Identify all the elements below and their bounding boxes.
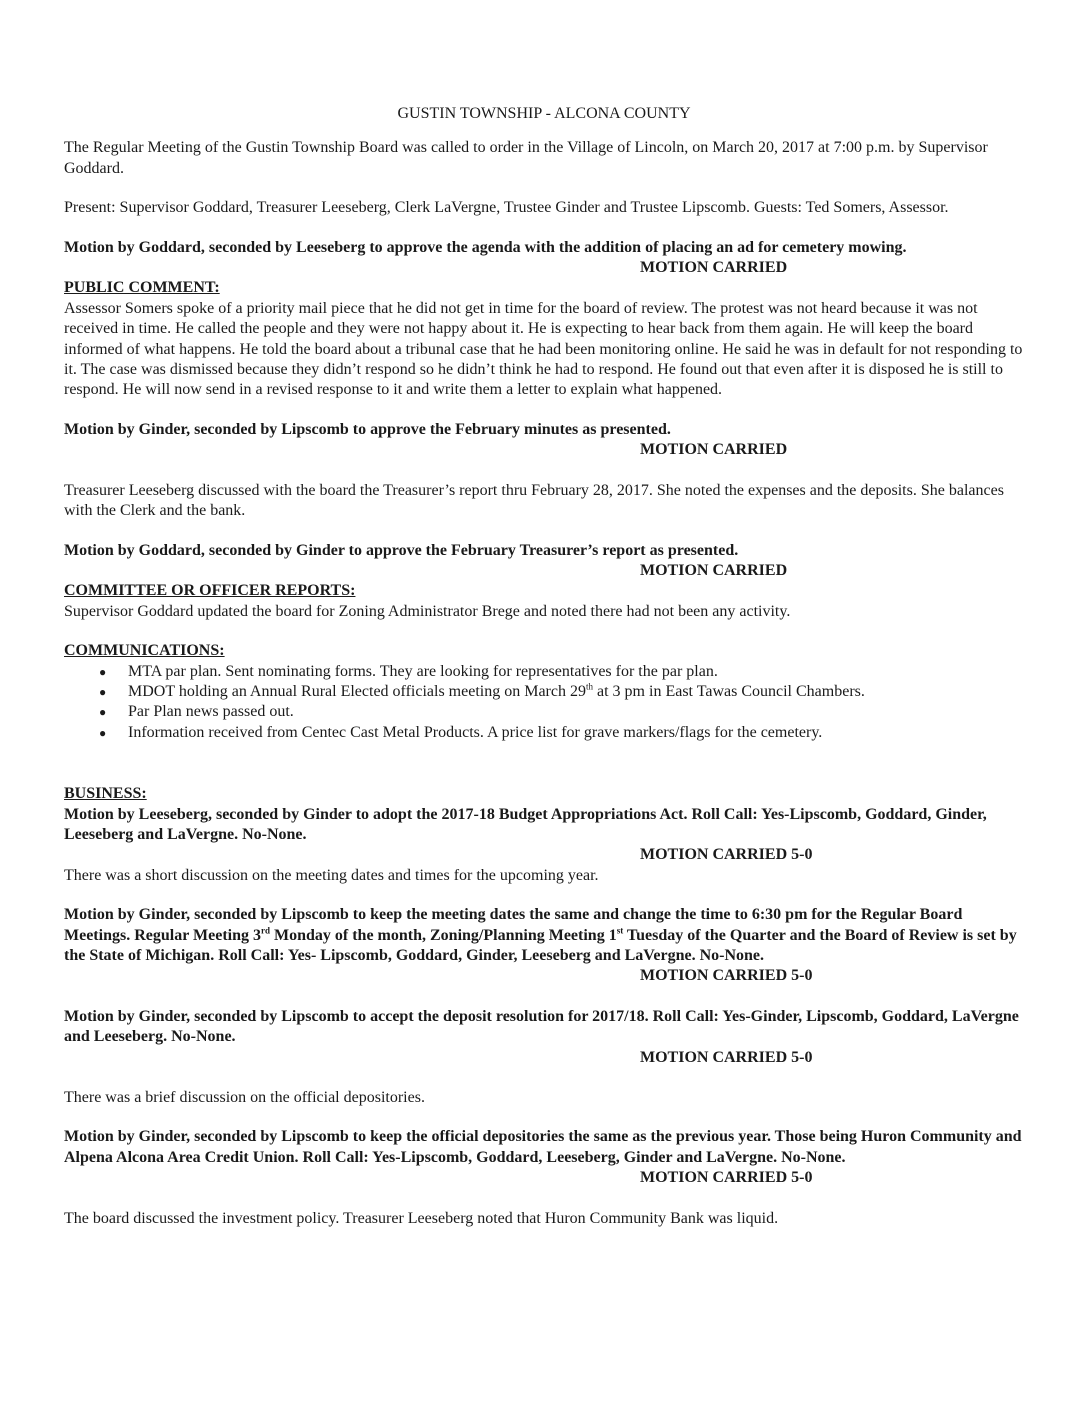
motion-carried-treasurer: MOTION CARRIED xyxy=(640,561,788,579)
communication-item-text: MTA par plan. Sent nominating forms. They are looking for representatives for the par plan. xyxy=(128,662,718,680)
list-item xyxy=(64,702,1024,722)
motion-budget: Motion by Leeseberg, seconded by Ginder to adopt the 2017-18 Budget Appropriations Act. Roll Call: Yes-Lipscomb, Goddard, Ginder, Leeseberg and LaVergne. No-None. xyxy=(64,805,987,843)
list-item xyxy=(64,662,1024,682)
motion-treasurer: Motion by Goddard, seconded by Ginder to approve the February Treasurer’s report as presented. xyxy=(64,541,739,559)
depositories-discussion: There was a brief discussion on the official depositories. xyxy=(64,1089,425,1107)
motion-deposit-resolution: Motion by Ginder, seconded by Lipscomb to accept the deposit resolution for 2017/18. Roll Call: Yes-Ginder, Lipscomb, Goddard, LaVergne and Leeseberg. No-None. xyxy=(64,1007,1019,1046)
document-title: GUSTIN TOWNSHIP - ALCONA COUNTY xyxy=(397,105,691,122)
public-comment-text: Assessor Somers spoke of a priority mail piece that he did not get in time for the board of review. The protest was not heard because it was not received in time. He called the people and they were not happy about it. He is expecting to hear back from them again. He will keep the board informed of what happens. He told the board about a tribunal case that he had been monitoring online. He said he was in default for not responding to it. The case was dismissed because they didn’t respond so he didn’t think he had to respond. He found out that even after it is disposed he is still to respond. He will now send in a revised response to it and write them a letter to explain what happened. xyxy=(64,299,1023,399)
heading-communications: COMMUNICATIONS: xyxy=(64,642,225,660)
meeting-dates-discussion: There was a short discussion on the meeting dates and times for the upcoming year. xyxy=(64,866,599,884)
motion-carried-depositories: MOTION CARRIED 5-0 xyxy=(640,1169,813,1187)
ordinal-suffix: th xyxy=(585,681,593,692)
communication-item-text: at 3 pm in East Tawas Council Chambers. xyxy=(593,682,865,700)
heading-public-comment: PUBLIC COMMENT: xyxy=(64,279,220,297)
communication-item-text: MDOT holding an Annual Rural Elected officials meeting on March 29 xyxy=(128,682,586,700)
investment-policy-discussion: The board discussed the investment policy. Treasurer Leeseberg noted that Huron Community Bank was liquid. xyxy=(64,1209,779,1227)
bullet-icon: ● xyxy=(99,725,107,740)
attendance: Present: Supervisor Goddard, Treasurer Leeseberg, Clerk LaVergne, Trustee Ginder and Trustee Lipscomb. Guests: Ted Somers, Assessor. xyxy=(64,199,949,217)
motion-depositories: Motion by Ginder, seconded by Lipscomb to keep the official depositories the same as the previous year. Those being Huron Community and Alpena Alcona Area Credit Union. Roll Call: Yes-Lipscomb, Goddard, Leeseberg, Ginder and LaVergne. No-None. xyxy=(64,1128,1022,1166)
list-item xyxy=(64,682,1024,702)
treasurer-report: Treasurer Leeseberg discussed with the board the Treasurer’s report thru February 28, 2017. She noted the expenses and the deposits. She balances with the Clerk and the bank. xyxy=(64,481,1004,520)
communication-item-text: Par Plan news passed out. xyxy=(128,703,294,721)
motion-meeting-dates xyxy=(64,905,1024,966)
meeting-intro: The Regular Meeting of the Gustin Township Board was called to order in the Village of Lincoln, on March 20, 2017 at 7:00 p.m. by Supervisor Goddard. xyxy=(64,139,988,177)
communication-item-text: Information received from Centec Cast Metal Products. A price list for grave markers/flags for the cemetery. xyxy=(128,723,823,741)
motion-carried-agenda: MOTION CARRIED xyxy=(640,259,788,277)
communications-list xyxy=(64,662,1024,744)
motion-carried-minutes: MOTION CARRIED xyxy=(640,441,788,459)
motion-minutes: Motion by Ginder, seconded by Lipscomb to approve the February minutes as presented. xyxy=(64,420,671,438)
motion-carried-deposit: MOTION CARRIED 5-0 xyxy=(640,1048,813,1066)
motion-agenda: Motion by Goddard, seconded by Leeseberg to approve the agenda with the addition of placing an ad for cemetery mowing. xyxy=(64,238,907,256)
motion-text: Motion by Ginder, seconded by Lipscomb to keep the meeting dates the same and change the time to 6:30 pm for the Regular Board Meetings. Regular Meeting 3 xyxy=(64,906,963,944)
list-item xyxy=(64,723,1024,743)
bullet-icon: ● xyxy=(99,705,107,720)
heading-committee-reports: COMMITTEE OR OFFICER REPORTS: xyxy=(64,582,356,600)
motion-text: Monday of the month, Zoning/Planning Meeting 1 xyxy=(270,926,617,944)
ordinal-suffix: st xyxy=(616,925,624,936)
motion-text: Tuesday of the Quarter and the Board of Review is set by the State of Michigan. Roll Call: Yes- Lipscomb, Goddard, Ginder, Leeseberg and LaVergne. No-None. xyxy=(64,926,1017,964)
ordinal-suffix: rd xyxy=(261,925,270,936)
heading-business: BUSINESS: xyxy=(64,785,147,803)
bullet-icon: ● xyxy=(99,664,107,679)
motion-carried-budget: MOTION CARRIED 5-0 xyxy=(640,846,813,864)
bullet-icon: ● xyxy=(99,684,107,699)
motion-carried-meeting-dates: MOTION CARRIED 5-0 xyxy=(640,967,813,985)
committee-reports-text: Supervisor Goddard updated the board for Zoning Administrator Brege and noted there had not been any activity. xyxy=(64,602,791,620)
